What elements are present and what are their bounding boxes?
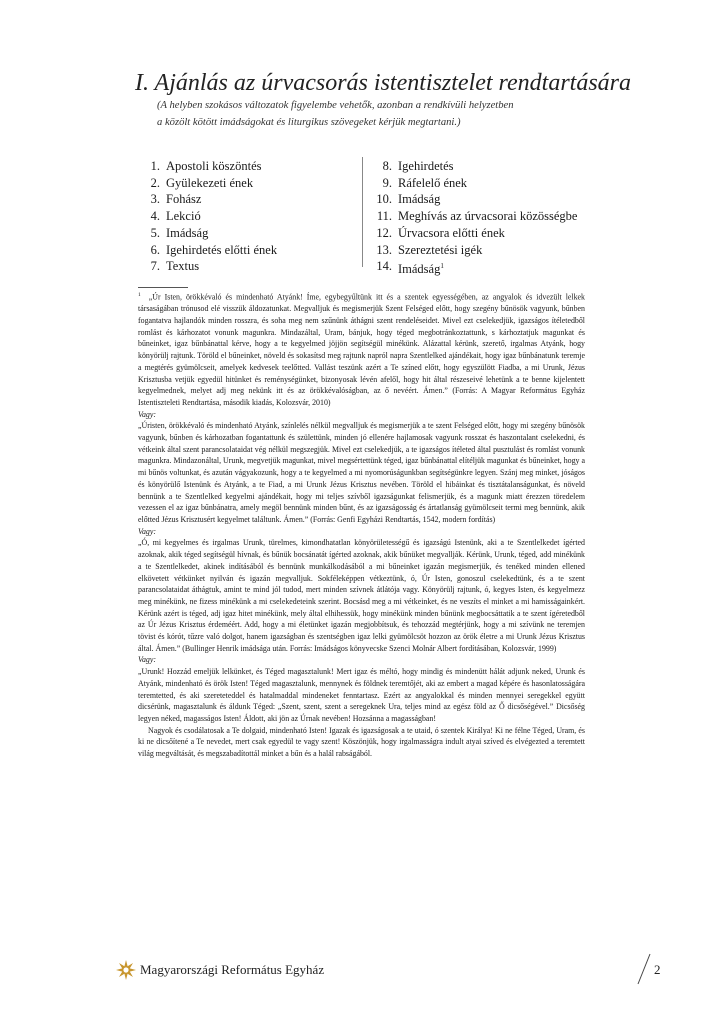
- order-label: Gyülekezeti ének: [166, 175, 254, 190]
- footnote-marker: 1: [138, 292, 141, 298]
- alternative-label: Vagy:: [138, 526, 156, 536]
- order-label: Ráfelelő ének: [398, 175, 468, 190]
- footnote-paragraph: [138, 290, 585, 409]
- order-number: 14.: [376, 259, 392, 274]
- page-divider-slash: [636, 953, 652, 985]
- order-label: Apostoli köszöntés: [166, 159, 262, 173]
- footnote-rule: [138, 287, 188, 288]
- order-item: [370, 258, 610, 278]
- order-number: 5.: [150, 225, 160, 240]
- order-number: 2.: [150, 175, 160, 190]
- order-item: [138, 208, 348, 225]
- order-number: 3.: [150, 192, 160, 207]
- order-list-left: [138, 158, 348, 275]
- order-item: [138, 225, 348, 242]
- order-item: [370, 191, 610, 208]
- footnote-paragraph: Nagyok és csodálatosak a Te dolgaid, mindenható Isten! Igazak és igazságosak a te utaid, ó szentek Királya! Ki ne félne Téged, Uram, és ki ne dicsőítené a Te nevedet, mert csak egyedül te vagy szent! Köszönjük, hogy irgalmasságra indult atyai szíved és elvégezted a teremtett világ megváltását, és megszabadítottál minket a bűn és a halál rabságából.: [138, 725, 585, 759]
- order-label: Igehirdetés előtti ének: [166, 242, 278, 257]
- order-list-right: [370, 158, 610, 278]
- order-number: 1.: [150, 159, 160, 173]
- order-item: [370, 175, 610, 192]
- order-item: [138, 242, 348, 259]
- order-label: Úrvacsora előtti ének: [398, 225, 505, 240]
- order-label: [398, 258, 444, 278]
- footnote: [138, 290, 585, 760]
- subtitle: [157, 97, 657, 131]
- order-number: 7.: [150, 259, 160, 274]
- alternative-label: Vagy:: [138, 655, 156, 665]
- order-item: [370, 225, 610, 242]
- order-number: 6.: [150, 242, 160, 257]
- order-label-text: Imádság: [398, 262, 441, 277]
- subtitle-line: a közölt kötött imádságokat és liturgikus szövegeket kérjük megtartani.): [157, 117, 461, 128]
- order-label: Textus: [166, 259, 200, 274]
- order-number: 4.: [150, 209, 160, 224]
- church-logo-icon: [116, 960, 136, 980]
- order-item: [138, 175, 348, 192]
- order-number: 12.: [376, 225, 392, 240]
- order-number: 11.: [376, 209, 392, 224]
- order-label: Szereztetési igék: [398, 242, 483, 257]
- order-item: [138, 191, 348, 208]
- order-label: Imádság: [398, 192, 441, 207]
- order-item: [138, 258, 348, 275]
- column-divider: [362, 157, 363, 267]
- order-number: 9.: [382, 175, 392, 190]
- page-title: I. Ajánlás az úrvacsorás istentisztelet rendtartására: [135, 70, 632, 96]
- footer-organization: Magyarországi Református Egyház: [140, 962, 325, 977]
- footnote-ref[interactable]: 1: [440, 262, 444, 271]
- footnote-paragraph: „Úristen, örökkévaló és mindenható Atyánk, színlelés nélkül megvalljuk és megismerjük a te szent Felséged előtt, hogy mi szegény bűnösök vagyunk, bűnben és kárhozatban fogantattunk és születtünk, minden jó ellenére hajlamosak vagyunk rosszat és haszontalant cselekedni, és vétkeink által szent parancsolataidat vég nélkül megszegjük. Mivel ezt cselekedjük, a te igazságos ítéleted által pusztulást és romlást vonunk magunkra. Mindazonáltal, Urunk, megvetjük magunkat, mivel megsértettünk téged, igaz bűnbánattal elítéljük magunkat és bűneinket, hogy a mi bűnös voltunkat, és azután vágyakozunk, hogy a te kegyelmed a mi nyomorúságunkban segítségünkre legyen. Szánj meg minket, jóságos és könyörülő Istenünk és Atyánk, a te Fiad, a mi Urunk Jézus Krisztus nevében. Töröld el hibáinkat és tisztátalanságunkat, és növeld bennünk a te Szentlelked kegyelmi ajándékait, hogy mi teljes szívből igazságunkat felismerjük, és a magunk miatt érezzen töredelem vezessen el az igaz bűnbánatra, amely megöl bennünk minden bűnt, és az igazságosság és ártatlanság gyümölcseit termi meg bennünk, akik előtted Jézus Krisztusért kegyelmet találtunk. Ámen.” (Forrás: Genfi Egyházi Rendtartás, 1542, modern fordítás): [138, 421, 585, 524]
- order-label: Imádság: [166, 225, 209, 240]
- page-number: 2: [654, 962, 661, 977]
- order-item: [370, 242, 610, 259]
- order-item: [138, 158, 348, 175]
- footnote-paragraph: „Ó, mi kegyelmes és irgalmas Urunk, türelmes, kimondhatatlan könyörületességű és igazságú Istenünk, aki a te Szentlelkedet ígérted azoknak, akik téged segítségül hívnak, és bűnük bocsánatát ígérted azoknak, akik bűnüket megvallják. Kérünk, Urunk, téged, add minékünk a te Szentlelkedet, akinek indításából és bennünk munkálkodásából a mi bűneinket igazán megismerjük, és tenéked minden ellened elkövetett vétkünket nyilván és igazán megvalljuk. Sokféleképpen vétkeztünk, ó, Úr Isten, gonoszul cselekedtünk, és a te szent parancsolataidat áthágtuk, amint te mind jól tudod, mert minden szívnek átlátója vagy. Könyörülj rajtunk, ó, kegyes Isten, és kegyelmezz meg minékünk, ne fizess minékünk a mi cselekedeteink szerint. Bocsásd meg a mi vétkeinket, és ne veszíts el minket a mi hamisságainkért. Kérünk azért is téged, adj igaz hitet minékünk, mely által elhihessük, hogy minékünk minden bűnünk megbocsáttatik a te szent ígéretedből az Úr Jézus Krisztus érdeméért. Add, hogy a mi életünket igazán megjobbítsuk, és tehozzád megtérjünk, hogy a mi szívünk ne teremjen tövist és kórót, tűzre való dolgot, hanem igazságban és szentségben igaz lelki gyümölcsöt hozzon az örök életre a mi Urunk Jézus Krisztus által. Ámen.” (Bullinger Henrik imádsága után. Forrás: Imádságos könyvecske Szenci Molnár Albert fordításában, Kolozsvár, 1999): [138, 538, 585, 653]
- order-label: Igehirdetés: [398, 159, 454, 173]
- footnote-paragraph: „Urunk! Hozzád emeljük lelkünket, és Téged magasztalunk! Mert igaz és méltó, hogy mindig és mindenütt hálát adjunk neked, Urunk és Atyánk, mindenható és örök Isten! Téged magasztalunk, mennynek és földnek teremtőjét, aki az embert a magad képére és hasonlatosságára teremtetted, és aki szereteteddel és hatalmaddal mindeneket fenntartasz. Ezért az angyalokkal és minden mennyei seregekkel együtt dicsérünk, magasztalunk és áldunk Téged: „Szent, szent, szent a seregeknek Ura, teljes mind az egész föld az Ő dicsőségével.” Dicsőség legyen néked, magasságos Isten! Áldott, aki jön az Úrnak nevében! Hozsánna a magasságban!: [138, 667, 585, 723]
- order-number: 8.: [382, 159, 392, 173]
- order-item: [370, 158, 610, 175]
- subtitle-line: (A helyben szokásos változatok figyelembe vehetők, azonban a rendkívüli helyzetben: [157, 100, 514, 111]
- order-label: Lekció: [166, 209, 201, 224]
- alternative-label: Vagy:: [138, 409, 156, 419]
- order-label: Fohász: [166, 192, 202, 207]
- order-item: [370, 208, 610, 225]
- order-label: Meghívás az úrvacsorai közösségbe: [398, 209, 578, 224]
- order-number: 10.: [376, 192, 392, 207]
- order-number: 13.: [376, 242, 392, 257]
- footnote-text: „Úr Isten, örökkévaló és mindenható Atyánk! Íme, egybegyűltünk itt és a szentek egyességében, az angyalok és idvezült lelkek társaságában trónusod elé visszük áldozatunkat. Megvalljuk és megismerjük Szent Felséged előtt, hogy szegény bűnösök vagyunk, bűnben fogantatva hajlandók minden rosszra, és soha meg nem szűnünk áthágni szent rendeléseidet. Mivel ezt cselekedjük, igazságos ítéletedből romlást és kárhozatot vonunk magunkra. Mindazáltal, Uram, bánjuk, hogy téged megbotránkoztattunk, s kárhoztatjuk magunkat és bűneinket, igaz bűnbánattal kérve, hogy a te kegyelmed jöjjön segítségül minékünk. Alázattal kérünk, szerető, irgalmas Atyánk, hogy könyörülj rajtunk. Töröld el bűneinket, növeld és sokasítsd meg rajtunk napról napra Szentlelked ajándékait, hogy igaz bűnbánatunk teremje a megtérés gyümölcseit, amelyek kedvesek teelőtted. Vallást teszünk azért a Te színed előtt, hogy egyszülött Fiadba, a mi Urunk, Jézus Krisztusba vetjük egyedül hitünket és reménységünket, bizonyosak lévén afelől, hogy hit által részeseivé lehetünk a te benne kijelentett kegyelmednek, melyet adj meg nekünk itt és az örökkévalóságban, az ő nevéért. Ámen.” (Forrás: A Magyar Református Egyház Istentiszteleti Rendtartása, második kiadás, Kolozsvár, 2010): [138, 292, 585, 407]
